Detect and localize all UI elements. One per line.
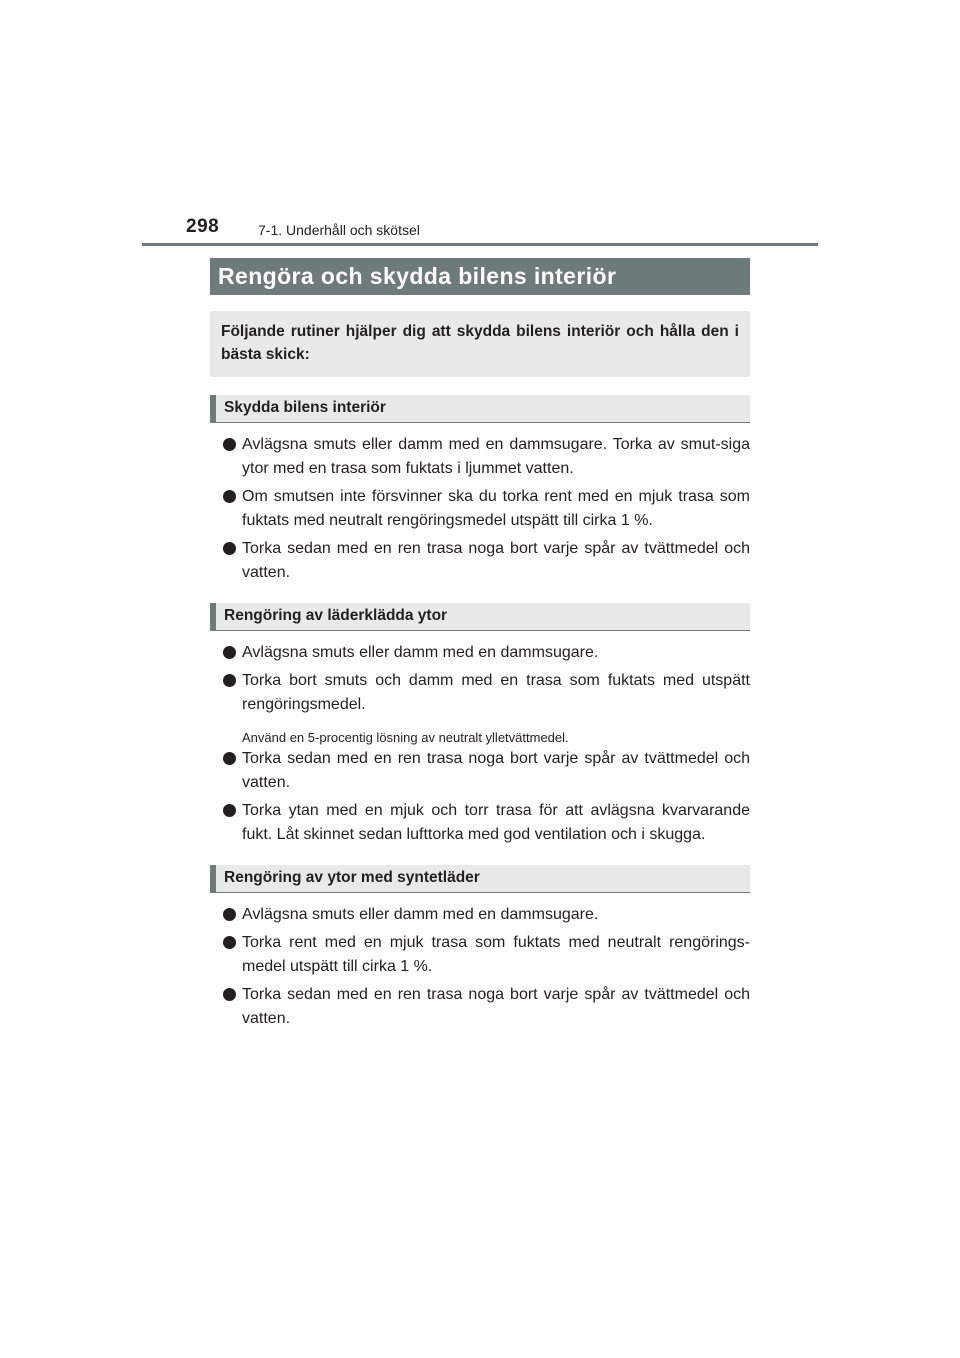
list-item: [210, 485, 750, 533]
bullet-icon: [223, 542, 236, 555]
bullet-list: [210, 433, 750, 585]
list-item-text: Om smutsen inte försvinner ska du torka rent med en mjuk trasa som fuktats med neutralt rengöringsmedel utspätt till cirka 1 %.: [242, 488, 750, 529]
page-number: 298: [186, 216, 220, 237]
intro-box: Följande rutiner hjälper dig att skydda bilens interiör och hålla den i bästa skick:: [210, 311, 750, 377]
list-item-text: Torka bort smuts och damm med en trasa som fuktats med utspätt rengöringsmedel.: [242, 672, 750, 713]
bullet-icon: [223, 752, 236, 765]
section-heading-synthetic-leather: [210, 865, 750, 893]
list-item: [210, 747, 750, 795]
bullet-icon: [223, 988, 236, 1001]
bullet-list: [210, 903, 750, 1031]
list-item: [210, 433, 750, 481]
list-item: [210, 903, 750, 927]
section-heading-label: Rengöring av ytor med syntetläder: [224, 869, 480, 886]
list-item-text: Torka sedan med en ren trasa noga bort varje spår av tvättmedel och vatten.: [242, 986, 750, 1027]
list-item: [210, 537, 750, 585]
bullet-list: [210, 641, 750, 717]
section-heading-label: Skydda bilens interiör: [224, 399, 386, 416]
page-title: Rengöra och skydda bilens interiör: [210, 258, 750, 295]
section-reference: 7-1. Underhåll och skötsel: [258, 222, 420, 238]
section-heading-protect-interior: [210, 395, 750, 423]
list-item-text: Torka sedan med en ren trasa noga bort varje spår av tvättmedel och vatten.: [242, 540, 750, 581]
list-item: [210, 669, 750, 717]
bullet-icon: [223, 804, 236, 817]
list-item: [210, 931, 750, 979]
bullet-icon: [223, 936, 236, 949]
section-heading-leather: [210, 603, 750, 631]
page-content: [210, 258, 750, 1031]
list-item: [210, 641, 750, 665]
list-item-text: Avlägsna smuts eller damm med en dammsugare.: [242, 906, 599, 923]
section-heading-label: Rengöring av läderklädda ytor: [224, 607, 448, 624]
bullet-icon: [223, 674, 236, 687]
header-divider: [142, 243, 818, 246]
list-item-text: Avlägsna smuts eller damm med en dammsugare.: [242, 644, 599, 661]
bullet-icon: [223, 646, 236, 659]
list-item-text: Torka ytan med en mjuk och torr trasa för att avlägsna kvarvarande fukt. Låt skinnet sedan lufttorka med god ventilation och i skugga.: [242, 802, 750, 843]
bullet-icon: [223, 438, 236, 451]
list-item: [210, 983, 750, 1031]
list-item-text: Torka sedan med en ren trasa noga bort varje spår av tvättmedel och vatten.: [242, 750, 750, 791]
bullet-icon: [223, 490, 236, 503]
list-item-text: Avlägsna smuts eller damm med en dammsugare. Torka av smut-siga ytor med en trasa som fuktats i ljummet vatten.: [242, 436, 750, 477]
list-item: [210, 799, 750, 847]
bullet-list: [210, 747, 750, 847]
note-text: Använd en 5-procentig lösning av neutralt ylletvättmedel.: [242, 730, 569, 745]
bullet-icon: [223, 908, 236, 921]
list-item-text: Torka rent med en mjuk trasa som fuktats med neutralt rengörings-medel utspätt till cirka 1 %.: [242, 934, 750, 975]
